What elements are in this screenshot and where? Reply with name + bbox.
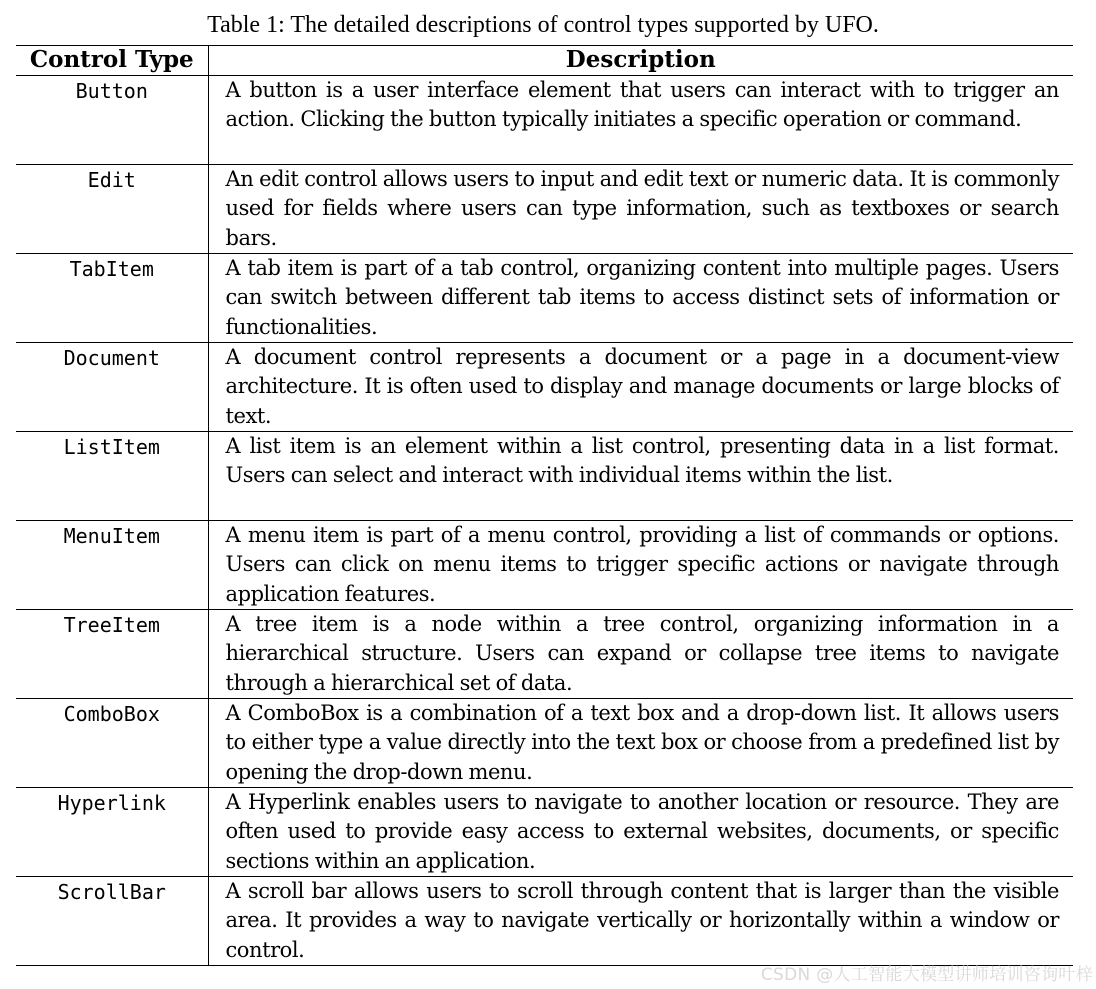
control-type-cell: Button [16, 76, 208, 165]
description-cell: A ComboBox is a combination of a text box and a drop-down list. It allows users to either type a value directly into the text box or choose from a predefined list by opening the drop-down menu. [208, 699, 1073, 788]
table-row [16, 877, 1073, 966]
watermark: CSDN @人工智能大模型讲师培训咨询叶梓 [760, 965, 1093, 985]
table-header [16, 46, 1073, 76]
description-cell: A document control represents a document or a page in a document-view architecture. It is often used to display and manage documents or large blocks of text. [208, 343, 1073, 432]
table-body [16, 76, 1073, 966]
description-cell: A menu item is part of a menu control, providing a list of commands or options. Users can click on menu items to trigger specific actions or navigate through application features. [208, 521, 1073, 610]
control-type-cell: ListItem [16, 432, 208, 521]
control-type-cell: Hyperlink [16, 788, 208, 877]
column-header-control-type: Control Type [16, 46, 208, 76]
table-row [16, 788, 1073, 877]
header-row [16, 46, 1073, 76]
control-type-cell: TabItem [16, 254, 208, 343]
table-row [16, 699, 1073, 788]
table-row [16, 343, 1073, 432]
table-row [16, 432, 1073, 521]
control-types-table [16, 45, 1073, 966]
table-row [16, 610, 1073, 699]
table-row [16, 76, 1073, 165]
description-cell: A tab item is part of a tab control, organizing content into multiple pages. Users can switch between different tab items to access distinct sets of information or functionalities. [208, 254, 1073, 343]
control-type-cell: Edit [16, 165, 208, 254]
description-cell: A Hyperlink enables users to navigate to another location or resource. They are often used to provide easy access to external websites, documents, or specific sections within an application. [208, 788, 1073, 877]
control-type-cell: ComboBox [16, 699, 208, 788]
column-header-description: Description [208, 46, 1073, 76]
description-cell: An edit control allows users to input and edit text or numeric data. It is commonly used for fields where users can type information, such as textboxes or search bars. [208, 165, 1073, 254]
table-row [16, 165, 1073, 254]
table-row [16, 254, 1073, 343]
control-type-cell: TreeItem [16, 610, 208, 699]
description-cell: A button is a user interface element that users can interact with to trigger an action. Clicking the button typically initiates a specific operation or command. [208, 76, 1073, 165]
description-cell: A scroll bar allows users to scroll through content that is larger than the visible area. It provides a way to navigate vertically or horizontally within a window or control. [208, 877, 1073, 966]
control-type-cell: Document [16, 343, 208, 432]
control-type-cell: ScrollBar [16, 877, 208, 966]
description-cell: A list item is an element within a list control, presenting data in a list format. Users can select and interact with individual items within the list. [208, 432, 1073, 521]
control-type-cell: MenuItem [16, 521, 208, 610]
table-row [16, 521, 1073, 610]
table-caption: Table 1: The detailed descriptions of control types supported by UFO. [207, 12, 879, 38]
description-cell: A tree item is a node within a tree control, organizing information in a hierarchical structure. Users can expand or collapse tree items to navigate through a hierarchical set of data. [208, 610, 1073, 699]
